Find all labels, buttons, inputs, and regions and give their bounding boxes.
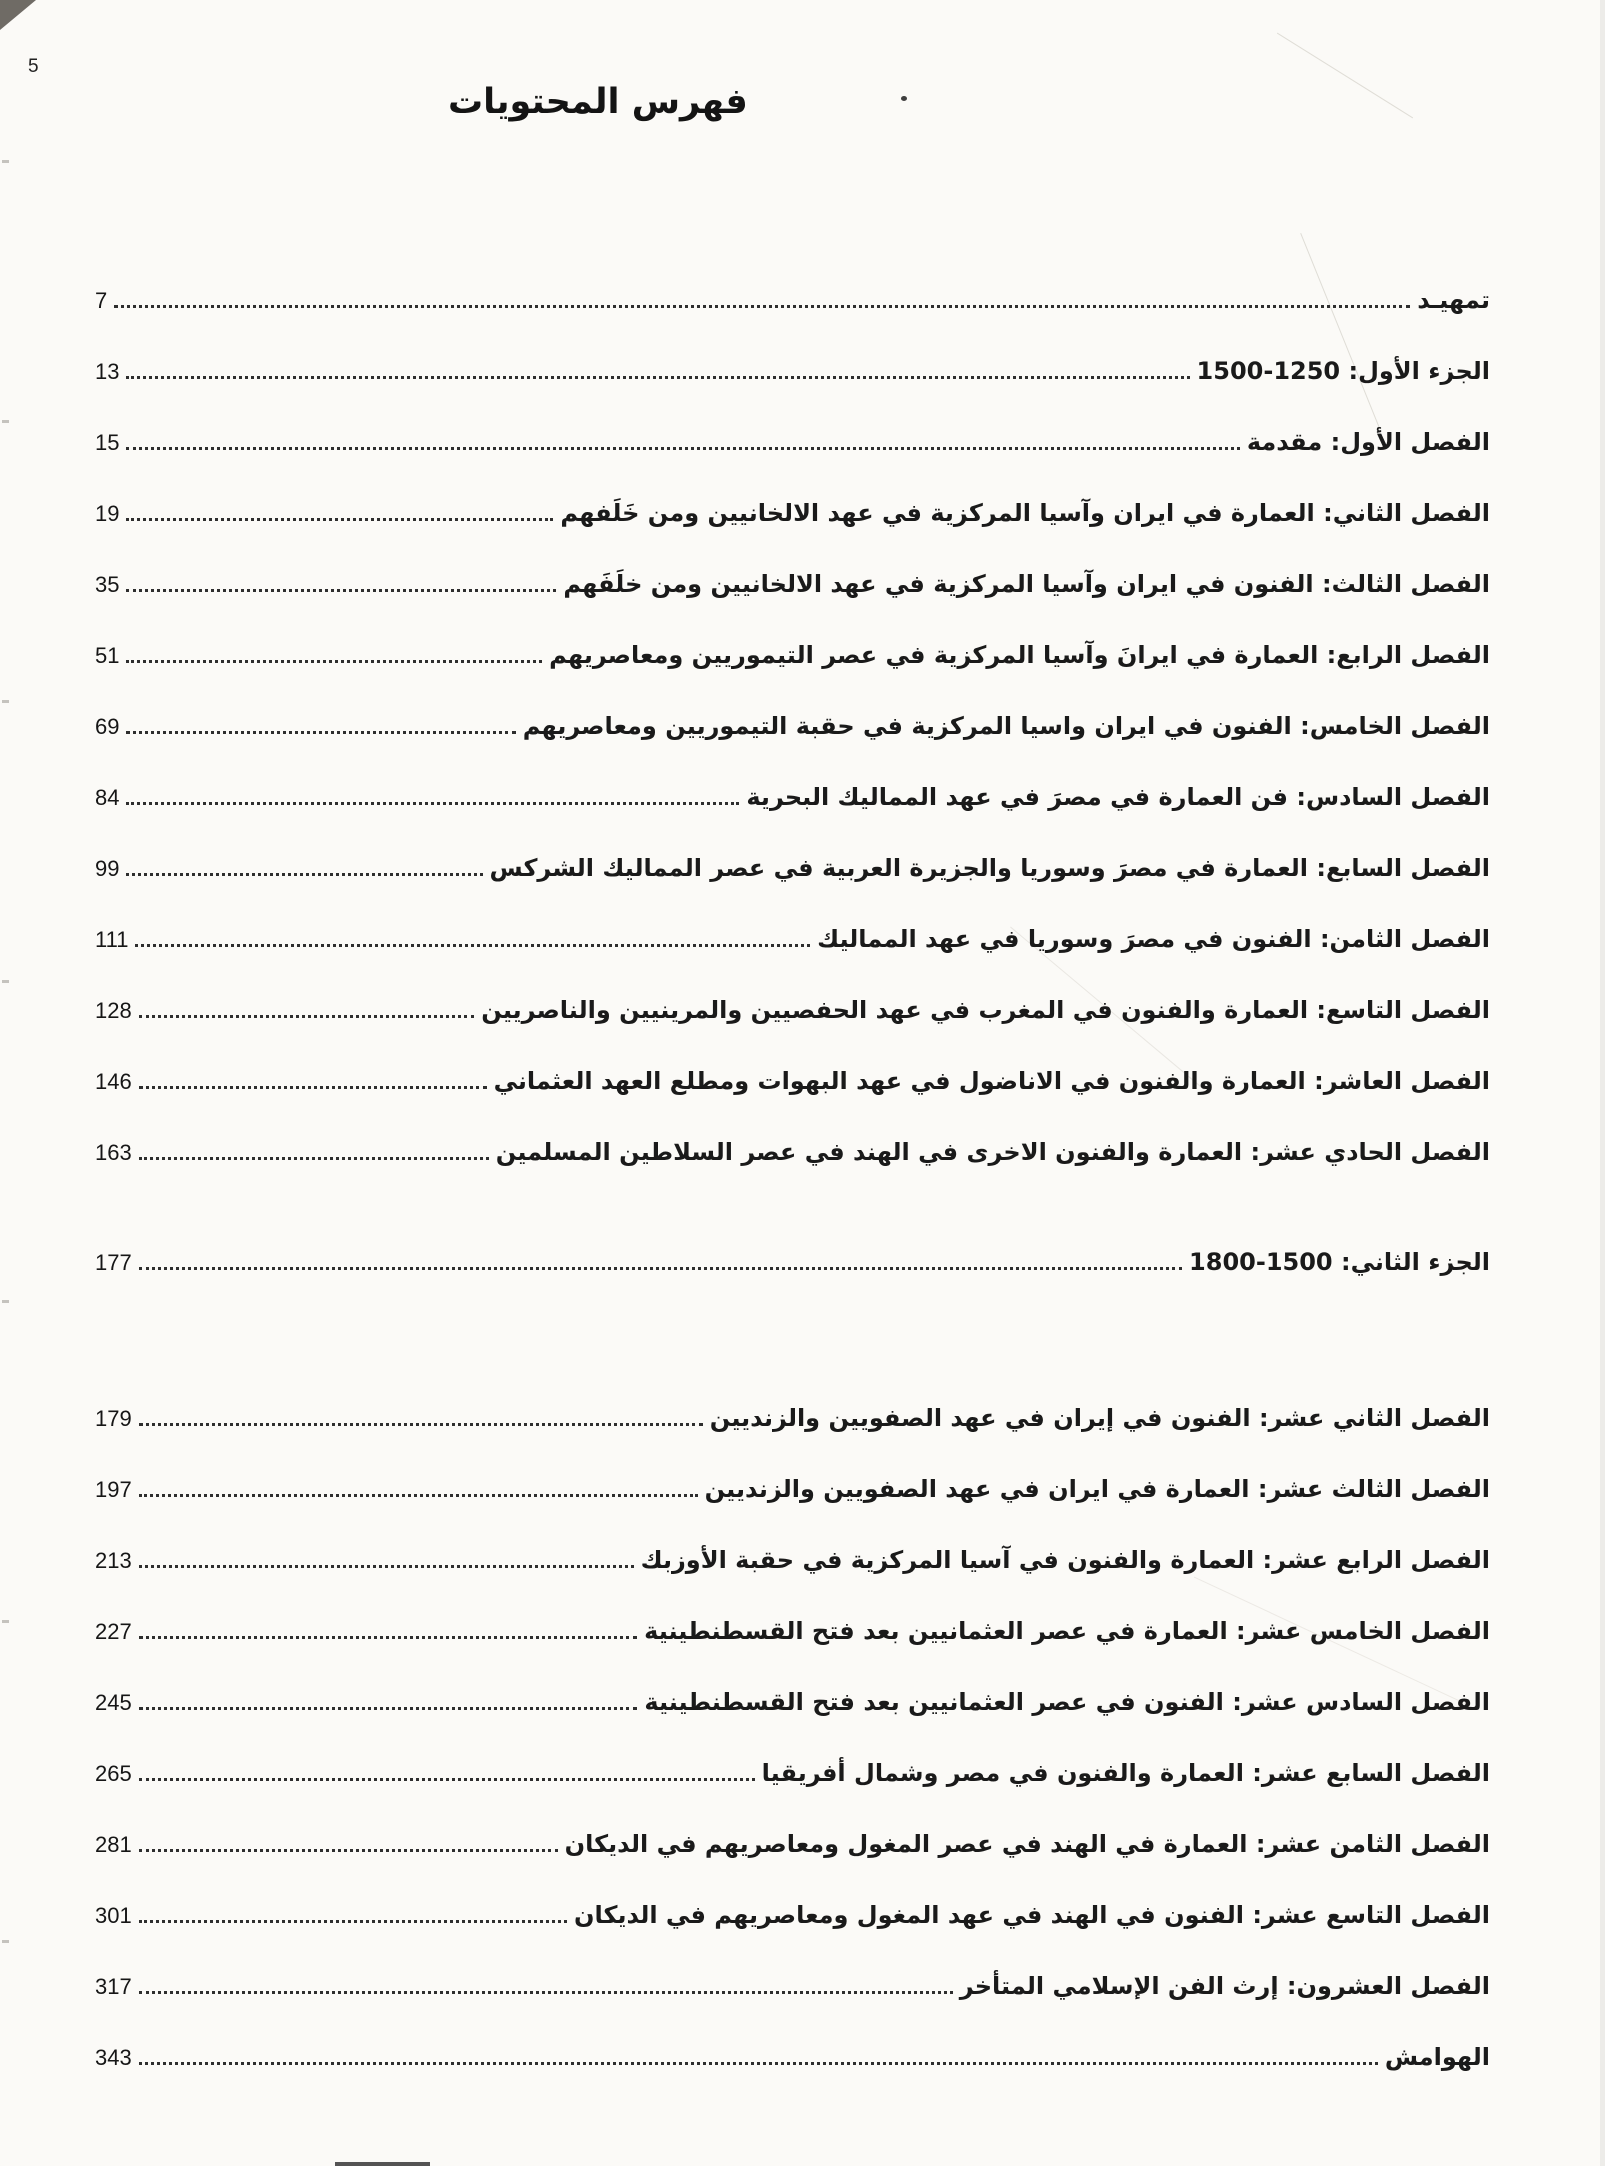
- toc-entry-label: الفصل الثامن: الفنون في مصرَ وسوريا في عهد المماليك: [817, 925, 1490, 953]
- toc-entry-page: 197: [95, 1477, 132, 1502]
- scan-bottom-edge-artifact: [335, 2162, 430, 2166]
- scan-speck: [2, 420, 9, 423]
- dotted-leader: [126, 375, 1189, 379]
- toc-entry-label: الفصل الثالث عشر: العمارة في ايران في عهد الصفويين والزنديين: [704, 1475, 1490, 1503]
- page-number: 5: [28, 56, 39, 77]
- toc-entry-label: الفصل الأول: مقدمة: [1246, 428, 1490, 456]
- toc-entry-label: تمهيـد: [1417, 286, 1490, 314]
- toc-entry: [95, 1135, 1490, 1170]
- dotted-leader: [139, 1564, 634, 1568]
- scan-speck: [2, 1620, 9, 1623]
- dotted-leader: [139, 1919, 567, 1923]
- scan-speck: [2, 1300, 9, 1303]
- toc-part-entry: [95, 354, 1490, 389]
- toc-entry: [95, 851, 1490, 886]
- scan-scratch-artifact: [1277, 33, 1413, 119]
- toc-entry-page: 301: [95, 1903, 132, 1928]
- ink-dot-artifact: [901, 96, 907, 101]
- toc-entry: [95, 425, 1490, 460]
- dotted-leader: [139, 1777, 755, 1781]
- toc-entry: [95, 567, 1490, 602]
- toc-entry: [95, 1756, 1490, 1791]
- toc-entry-page: 213: [95, 1548, 132, 1573]
- toc-entry-page: 281: [95, 1832, 132, 1857]
- toc-entry: [95, 1064, 1490, 1099]
- toc-entry: [95, 1898, 1490, 1933]
- dotted-leader: [139, 1635, 637, 1639]
- toc-entry-page: 265: [95, 1761, 132, 1786]
- scan-corner-fold-artifact: [0, 0, 36, 30]
- dotted-leader: [139, 1493, 698, 1497]
- toc-entry-page: 245: [95, 1690, 132, 1715]
- toc-entry-page: 128: [95, 998, 132, 1023]
- toc-entry-label: الفصل السادس: فن العمارة في مصرَ في عهد المماليك البحرية: [746, 783, 1490, 811]
- dotted-leader: [126, 517, 553, 521]
- dotted-leader: [126, 588, 556, 592]
- toc-entry-page: 13: [95, 359, 120, 384]
- toc-entry: [95, 1472, 1490, 1507]
- dotted-leader: [139, 1014, 475, 1018]
- toc-entry-label: الفصل الثاني: العمارة في ايران وآسيا المركزية في عهد الالخانيين ومن خَلَفهم: [560, 499, 1490, 527]
- dotted-leader: [135, 943, 810, 947]
- toc-entry-label: الفصل الخامس عشر: العمارة في عصر العثمانيين بعد فتح القسطنطينية: [644, 1617, 1490, 1645]
- scan-speck: [2, 160, 9, 163]
- toc-entry-label: الفصل العشرون: إرث الفن الإسلامي المتأخر: [959, 1972, 1490, 2000]
- page-title: فهرس المحتويات: [448, 82, 748, 122]
- toc-entry-page: 84: [95, 785, 120, 810]
- toc-entry-label: الفصل الرابع عشر: العمارة والفنون في آسيا المركزية في حقبة الأوزبك: [640, 1546, 1490, 1574]
- toc-entry-label: الفصل السادس عشر: الفنون في عصر العثمانيين بعد فتح القسطنطينية: [644, 1688, 1490, 1716]
- toc-entry-page: 179: [95, 1406, 132, 1431]
- toc-entry-page: 7: [95, 288, 108, 313]
- toc-entry-label: الفصل الثاني عشر: الفنون في إيران في عهد الصفويين والزنديين: [709, 1404, 1490, 1432]
- toc-entry: [95, 1827, 1490, 1862]
- dotted-leader: [139, 1990, 953, 1994]
- scan-speck: [2, 700, 9, 703]
- toc-entry-page: 99: [95, 856, 120, 881]
- toc-entry: [95, 1543, 1490, 1578]
- dotted-leader: [139, 1422, 703, 1426]
- dotted-leader: [126, 659, 542, 663]
- toc-entry: [95, 283, 1490, 318]
- scan-edge-shadow: [1600, 0, 1605, 2166]
- toc-entry-label: الفصل السابع عشر: العمارة والفنون في مصر وشمال أفريقيا: [761, 1759, 1490, 1787]
- toc-entry: [95, 780, 1490, 815]
- dotted-leader: [139, 1085, 487, 1089]
- scan-speck: [2, 980, 9, 983]
- toc-entry-label: الفصل التاسع عشر: الفنون في الهند في عهد المغول ومعاصريهم في الديكان: [574, 1901, 1490, 1929]
- toc-entry: [95, 2040, 1490, 2075]
- toc-entry-label: الجزء الأول: 1250-1500: [1196, 357, 1490, 385]
- toc-entry: [95, 1685, 1490, 1720]
- dotted-leader: [139, 2061, 1378, 2065]
- toc-entry: [95, 709, 1490, 744]
- toc-entry-page: 146: [95, 1069, 132, 1094]
- toc-entry: [95, 496, 1490, 531]
- dotted-leader: [126, 446, 1239, 450]
- toc-entry-page: 163: [95, 1140, 132, 1165]
- dotted-leader: [114, 304, 1410, 308]
- toc-entry-label: الجزء الثاني: 1500-1800: [1189, 1248, 1490, 1276]
- toc-entry-label: الفصل التاسع: العمارة والفنون في المغرب في عهد الحفصيين والمرينيين والناصريين: [481, 996, 1490, 1024]
- toc-entry: [95, 638, 1490, 673]
- toc-entry-page: 51: [95, 643, 120, 668]
- toc-entry: [95, 922, 1490, 957]
- dotted-leader: [139, 1266, 1182, 1270]
- toc-part-entry: [95, 1245, 1490, 1280]
- toc-entry-page: 343: [95, 2045, 132, 2070]
- toc-entry: [95, 1969, 1490, 2004]
- toc-entry-label: الفصل الرابع: العمارة في ايرانَ وآسيا المركزية في عصر التيموريين ومعاصريهم: [549, 641, 1490, 669]
- toc-entry: [95, 1614, 1490, 1649]
- toc-entry-label: الفصل الثالث: الفنون في ايران وآسيا المركزية في عهد الالخانيين ومن خلَفَهم: [563, 570, 1490, 598]
- toc-entry-page: 69: [95, 714, 120, 739]
- toc-entry-page: 35: [95, 572, 120, 597]
- toc-entry-page: 177: [95, 1250, 132, 1275]
- dotted-leader: [126, 801, 739, 805]
- dotted-leader: [139, 1706, 638, 1710]
- dotted-leader: [139, 1848, 558, 1852]
- toc-entry-page: 227: [95, 1619, 132, 1644]
- toc-entry-label: الفصل الثامن عشر: العمارة في الهند في عصر المغول ومعاصريهم في الديكان: [564, 1830, 1490, 1858]
- dotted-leader: [126, 730, 515, 734]
- dotted-leader: [139, 1156, 489, 1160]
- dotted-leader: [126, 872, 482, 876]
- toc-entry-label: الفصل الخامس: الفنون في ايران واسيا المركزية في حقبة التيموريين ومعاصريهم: [522, 712, 1490, 740]
- scan-speck: [2, 1940, 9, 1943]
- table-of-contents: [95, 283, 1490, 2111]
- toc-entry-page: 317: [95, 1974, 132, 1999]
- toc-entry-label: الفصل الحادي عشر: العمارة والفنون الاخرى في الهند في عصر السلاطين المسلمين: [495, 1138, 1490, 1166]
- toc-entry-label: الفصل العاشر: العمارة والفنون في الاناضول في عهد البهوات ومطلع العهد العثماني: [493, 1067, 1490, 1095]
- toc-entry: [95, 993, 1490, 1028]
- toc-entry-page: 15: [95, 430, 120, 455]
- toc-entry-page: 111: [95, 927, 129, 952]
- toc-entry: [95, 1401, 1490, 1436]
- toc-entry-label: الهوامش: [1384, 2043, 1490, 2071]
- toc-entry-label: الفصل السابع: العمارة في مصرَ وسوريا والجزيرة العربية في عصر المماليك الشركس: [489, 854, 1490, 882]
- toc-entry-page: 19: [95, 501, 120, 526]
